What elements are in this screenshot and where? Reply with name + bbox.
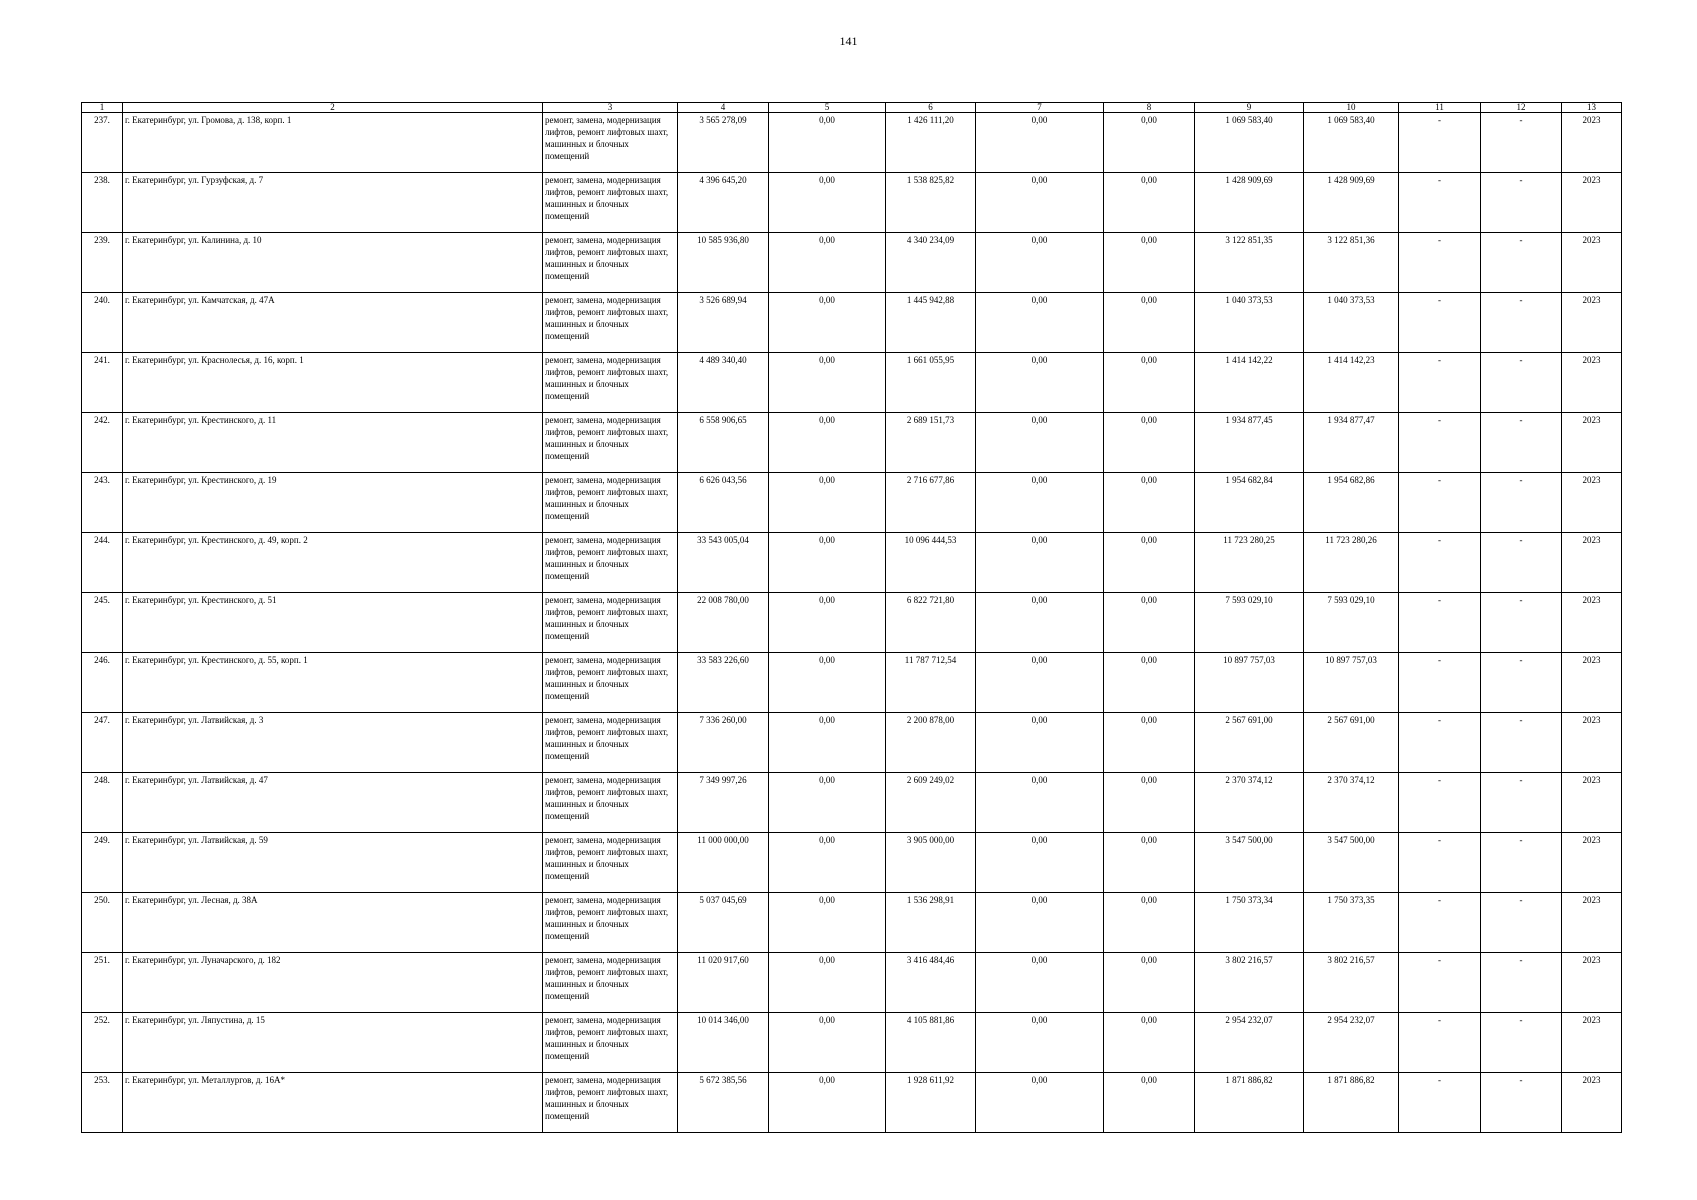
col-5-cell: 0,00 bbox=[769, 953, 886, 1013]
year-cell: 2023 bbox=[1562, 533, 1622, 593]
col-4-cell: 10 014 346,00 bbox=[678, 1013, 769, 1073]
address-cell: г. Екатеринбург, ул. Латвийская, д. 59 bbox=[123, 833, 543, 893]
col-6-cell: 10 096 444,53 bbox=[886, 533, 976, 593]
col-7-cell: 0,00 bbox=[976, 713, 1104, 773]
col-7-cell: 0,00 bbox=[976, 593, 1104, 653]
header-cell: 10 bbox=[1304, 103, 1399, 113]
row-number: 240. bbox=[82, 293, 123, 353]
col-10-cell: 3 547 500,00 bbox=[1304, 833, 1399, 893]
row-number: 242. bbox=[82, 413, 123, 473]
col-5-cell: 0,00 bbox=[769, 353, 886, 413]
col-11-cell: - bbox=[1399, 833, 1481, 893]
col-9-cell: 1 414 142,22 bbox=[1195, 353, 1304, 413]
header-cell: 7 bbox=[976, 103, 1104, 113]
col-9-cell: 3 802 216,57 bbox=[1195, 953, 1304, 1013]
col-7-cell: 0,00 bbox=[976, 1073, 1104, 1133]
col-11-cell: - bbox=[1399, 653, 1481, 713]
col-5-cell: 0,00 bbox=[769, 773, 886, 833]
col-9-cell: 1 934 877,45 bbox=[1195, 413, 1304, 473]
col-5-cell: 0,00 bbox=[769, 233, 886, 293]
work-type-cell: ремонт, замена, модернизация лифтов, ремонт лифтовых шахт, машинных и блочных помещений bbox=[543, 173, 678, 233]
address-cell: г. Екатеринбург, ул. Гурзуфская, д. 7 bbox=[123, 173, 543, 233]
col-8-cell: 0,00 bbox=[1104, 113, 1195, 173]
col-11-cell: - bbox=[1399, 893, 1481, 953]
col-10-cell: 3 122 851,36 bbox=[1304, 233, 1399, 293]
col-4-cell: 5 672 385,56 bbox=[678, 1073, 769, 1133]
table-row bbox=[82, 473, 1622, 533]
col-6-cell: 6 822 721,80 bbox=[886, 593, 976, 653]
address-cell: г. Екатеринбург, ул. Крестинского, д. 49, корп. 2 bbox=[123, 533, 543, 593]
col-9-cell: 11 723 280,25 bbox=[1195, 533, 1304, 593]
works-table bbox=[81, 102, 1622, 1133]
col-8-cell: 0,00 bbox=[1104, 1073, 1195, 1133]
col-7-cell: 0,00 bbox=[976, 353, 1104, 413]
col-8-cell: 0,00 bbox=[1104, 233, 1195, 293]
header-cell: 3 bbox=[543, 103, 678, 113]
col-12-cell: - bbox=[1481, 413, 1562, 473]
col-10-cell: 1 871 886,82 bbox=[1304, 1073, 1399, 1133]
work-type-cell: ремонт, замена, модернизация лифтов, ремонт лифтовых шахт, машинных и блочных помещений bbox=[543, 413, 678, 473]
col-4-cell: 5 037 045,69 bbox=[678, 893, 769, 953]
table-row bbox=[82, 353, 1622, 413]
year-cell: 2023 bbox=[1562, 1013, 1622, 1073]
col-10-cell: 7 593 029,10 bbox=[1304, 593, 1399, 653]
col-5-cell: 0,00 bbox=[769, 833, 886, 893]
col-7-cell: 0,00 bbox=[976, 233, 1104, 293]
col-9-cell: 7 593 029,10 bbox=[1195, 593, 1304, 653]
col-12-cell: - bbox=[1481, 113, 1562, 173]
table-row bbox=[82, 293, 1622, 353]
table-row bbox=[82, 413, 1622, 473]
col-11-cell: - bbox=[1399, 773, 1481, 833]
year-cell: 2023 bbox=[1562, 713, 1622, 773]
col-4-cell: 3 565 278,09 bbox=[678, 113, 769, 173]
year-cell: 2023 bbox=[1562, 833, 1622, 893]
col-10-cell: 1 954 682,86 bbox=[1304, 473, 1399, 533]
work-type-cell: ремонт, замена, модернизация лифтов, ремонт лифтовых шахт, машинных и блочных помещений bbox=[543, 833, 678, 893]
col-10-cell: 2 370 374,12 bbox=[1304, 773, 1399, 833]
address-cell: г. Екатеринбург, ул. Крестинского, д. 19 bbox=[123, 473, 543, 533]
row-number: 251. bbox=[82, 953, 123, 1013]
col-10-cell: 1 414 142,23 bbox=[1304, 353, 1399, 413]
row-number: 249. bbox=[82, 833, 123, 893]
work-type-cell: ремонт, замена, модернизация лифтов, ремонт лифтовых шахт, машинных и блочных помещений bbox=[543, 773, 678, 833]
address-cell: г. Екатеринбург, ул. Крестинского, д. 55, корп. 1 bbox=[123, 653, 543, 713]
work-type-cell: ремонт, замена, модернизация лифтов, ремонт лифтовых шахт, машинных и блочных помещений bbox=[543, 653, 678, 713]
row-number: 238. bbox=[82, 173, 123, 233]
table-row bbox=[82, 173, 1622, 233]
row-number: 241. bbox=[82, 353, 123, 413]
col-12-cell: - bbox=[1481, 593, 1562, 653]
col-11-cell: - bbox=[1399, 173, 1481, 233]
col-11-cell: - bbox=[1399, 533, 1481, 593]
row-number: 239. bbox=[82, 233, 123, 293]
work-type-cell: ремонт, замена, модернизация лифтов, ремонт лифтовых шахт, машинных и блочных помещений bbox=[543, 353, 678, 413]
col-11-cell: - bbox=[1399, 713, 1481, 773]
table-row bbox=[82, 653, 1622, 713]
header-cell: 12 bbox=[1481, 103, 1562, 113]
address-cell: г. Екатеринбург, ул. Краснолесья, д. 16, корп. 1 bbox=[123, 353, 543, 413]
year-cell: 2023 bbox=[1562, 413, 1622, 473]
row-number: 247. bbox=[82, 713, 123, 773]
table-row bbox=[82, 713, 1622, 773]
col-12-cell: - bbox=[1481, 653, 1562, 713]
row-number: 243. bbox=[82, 473, 123, 533]
col-6-cell: 1 426 111,20 bbox=[886, 113, 976, 173]
col-6-cell: 1 661 055,95 bbox=[886, 353, 976, 413]
col-4-cell: 33 543 005,04 bbox=[678, 533, 769, 593]
col-9-cell: 3 122 851,35 bbox=[1195, 233, 1304, 293]
col-11-cell: - bbox=[1399, 413, 1481, 473]
col-8-cell: 0,00 bbox=[1104, 893, 1195, 953]
col-5-cell: 0,00 bbox=[769, 293, 886, 353]
col-7-cell: 0,00 bbox=[976, 1013, 1104, 1073]
col-5-cell: 0,00 bbox=[769, 1013, 886, 1073]
work-type-cell: ремонт, замена, модернизация лифтов, ремонт лифтовых шахт, машинных и блочных помещений bbox=[543, 533, 678, 593]
col-12-cell: - bbox=[1481, 173, 1562, 233]
year-cell: 2023 bbox=[1562, 233, 1622, 293]
col-6-cell: 2 689 151,73 bbox=[886, 413, 976, 473]
table-row bbox=[82, 1073, 1622, 1133]
col-8-cell: 0,00 bbox=[1104, 353, 1195, 413]
year-cell: 2023 bbox=[1562, 293, 1622, 353]
year-cell: 2023 bbox=[1562, 773, 1622, 833]
work-type-cell: ремонт, замена, модернизация лифтов, ремонт лифтовых шахт, машинных и блочных помещений bbox=[543, 953, 678, 1013]
col-4-cell: 6 626 043,56 bbox=[678, 473, 769, 533]
col-7-cell: 0,00 bbox=[976, 773, 1104, 833]
col-8-cell: 0,00 bbox=[1104, 413, 1195, 473]
col-12-cell: - bbox=[1481, 953, 1562, 1013]
year-cell: 2023 bbox=[1562, 473, 1622, 533]
header-cell: 8 bbox=[1104, 103, 1195, 113]
header-cell: 5 bbox=[769, 103, 886, 113]
row-number: 248. bbox=[82, 773, 123, 833]
col-4-cell: 4 489 340,40 bbox=[678, 353, 769, 413]
col-11-cell: - bbox=[1399, 473, 1481, 533]
year-cell: 2023 bbox=[1562, 173, 1622, 233]
col-7-cell: 0,00 bbox=[976, 533, 1104, 593]
col-5-cell: 0,00 bbox=[769, 713, 886, 773]
header-cell: 6 bbox=[886, 103, 976, 113]
col-10-cell: 1 934 877,47 bbox=[1304, 413, 1399, 473]
row-number: 244. bbox=[82, 533, 123, 593]
col-4-cell: 7 336 260,00 bbox=[678, 713, 769, 773]
address-cell: г. Екатеринбург, ул. Крестинского, д. 51 bbox=[123, 593, 543, 653]
work-type-cell: ремонт, замена, модернизация лифтов, ремонт лифтовых шахт, машинных и блочных помещений bbox=[543, 1073, 678, 1133]
address-cell: г. Екатеринбург, ул. Луначарского, д. 182 bbox=[123, 953, 543, 1013]
table-row bbox=[82, 233, 1622, 293]
col-12-cell: - bbox=[1481, 473, 1562, 533]
col-8-cell: 0,00 bbox=[1104, 293, 1195, 353]
work-type-cell: ремонт, замена, модернизация лифтов, ремонт лифтовых шахт, машинных и блочных помещений bbox=[543, 713, 678, 773]
col-10-cell: 11 723 280,26 bbox=[1304, 533, 1399, 593]
col-4-cell: 22 008 780,00 bbox=[678, 593, 769, 653]
col-7-cell: 0,00 bbox=[976, 653, 1104, 713]
col-6-cell: 11 787 712,54 bbox=[886, 653, 976, 713]
header-cell: 1 bbox=[82, 103, 123, 113]
col-7-cell: 0,00 bbox=[976, 833, 1104, 893]
col-4-cell: 4 396 645,20 bbox=[678, 173, 769, 233]
col-7-cell: 0,00 bbox=[976, 953, 1104, 1013]
table-row bbox=[82, 533, 1622, 593]
row-number: 246. bbox=[82, 653, 123, 713]
col-9-cell: 1 871 886,82 bbox=[1195, 1073, 1304, 1133]
col-6-cell: 4 105 881,86 bbox=[886, 1013, 976, 1073]
col-11-cell: - bbox=[1399, 293, 1481, 353]
col-12-cell: - bbox=[1481, 833, 1562, 893]
col-9-cell: 1 750 373,34 bbox=[1195, 893, 1304, 953]
table-row bbox=[82, 833, 1622, 893]
col-6-cell: 1 928 611,92 bbox=[886, 1073, 976, 1133]
header-cell: 2 bbox=[123, 103, 543, 113]
work-type-cell: ремонт, замена, модернизация лифтов, ремонт лифтовых шахт, машинных и блочных помещений bbox=[543, 113, 678, 173]
work-type-cell: ремонт, замена, модернизация лифтов, ремонт лифтовых шахт, машинных и блочных помещений bbox=[543, 893, 678, 953]
col-4-cell: 3 526 689,94 bbox=[678, 293, 769, 353]
col-10-cell: 1 750 373,35 bbox=[1304, 893, 1399, 953]
col-12-cell: - bbox=[1481, 233, 1562, 293]
col-10-cell: 1 428 909,69 bbox=[1304, 173, 1399, 233]
address-cell: г. Екатеринбург, ул. Калинина, д. 10 bbox=[123, 233, 543, 293]
col-9-cell: 2 567 691,00 bbox=[1195, 713, 1304, 773]
col-10-cell: 1 040 373,53 bbox=[1304, 293, 1399, 353]
col-4-cell: 6 558 906,65 bbox=[678, 413, 769, 473]
row-number: 245. bbox=[82, 593, 123, 653]
col-8-cell: 0,00 bbox=[1104, 593, 1195, 653]
col-7-cell: 0,00 bbox=[976, 173, 1104, 233]
table-row bbox=[82, 593, 1622, 653]
col-10-cell: 1 069 583,40 bbox=[1304, 113, 1399, 173]
col-11-cell: - bbox=[1399, 113, 1481, 173]
address-cell: г. Екатеринбург, ул. Латвийская, д. 47 bbox=[123, 773, 543, 833]
col-6-cell: 2 200 878,00 bbox=[886, 713, 976, 773]
address-cell: г. Екатеринбург, ул. Латвийская, д. 3 bbox=[123, 713, 543, 773]
col-9-cell: 2 370 374,12 bbox=[1195, 773, 1304, 833]
col-8-cell: 0,00 bbox=[1104, 533, 1195, 593]
work-type-cell: ремонт, замена, модернизация лифтов, ремонт лифтовых шахт, машинных и блочных помещений bbox=[543, 593, 678, 653]
col-6-cell: 4 340 234,09 bbox=[886, 233, 976, 293]
col-5-cell: 0,00 bbox=[769, 173, 886, 233]
col-11-cell: - bbox=[1399, 1013, 1481, 1073]
header-cell: 4 bbox=[678, 103, 769, 113]
col-8-cell: 0,00 bbox=[1104, 713, 1195, 773]
col-11-cell: - bbox=[1399, 953, 1481, 1013]
year-cell: 2023 bbox=[1562, 953, 1622, 1013]
table-row bbox=[82, 893, 1622, 953]
col-9-cell: 3 547 500,00 bbox=[1195, 833, 1304, 893]
row-number: 252. bbox=[82, 1013, 123, 1073]
col-8-cell: 0,00 bbox=[1104, 833, 1195, 893]
col-7-cell: 0,00 bbox=[976, 893, 1104, 953]
year-cell: 2023 bbox=[1562, 653, 1622, 713]
year-cell: 2023 bbox=[1562, 1073, 1622, 1133]
table-row bbox=[82, 1013, 1622, 1073]
col-9-cell: 1 069 583,40 bbox=[1195, 113, 1304, 173]
table-row bbox=[82, 113, 1622, 173]
col-6-cell: 3 416 484,46 bbox=[886, 953, 976, 1013]
col-8-cell: 0,00 bbox=[1104, 1013, 1195, 1073]
col-9-cell: 10 897 757,03 bbox=[1195, 653, 1304, 713]
work-type-cell: ремонт, замена, модернизация лифтов, ремонт лифтовых шахт, машинных и блочных помещений bbox=[543, 293, 678, 353]
header-row bbox=[82, 103, 1622, 113]
col-4-cell: 7 349 997,26 bbox=[678, 773, 769, 833]
year-cell: 2023 bbox=[1562, 593, 1622, 653]
year-cell: 2023 bbox=[1562, 893, 1622, 953]
col-5-cell: 0,00 bbox=[769, 893, 886, 953]
col-12-cell: - bbox=[1481, 1013, 1562, 1073]
header-cell: 11 bbox=[1399, 103, 1481, 113]
address-cell: г. Екатеринбург, ул. Громова, д. 138, корп. 1 bbox=[123, 113, 543, 173]
col-7-cell: 0,00 bbox=[976, 293, 1104, 353]
page-number: 141 bbox=[839, 34, 858, 48]
col-8-cell: 0,00 bbox=[1104, 473, 1195, 533]
col-9-cell: 1 040 373,53 bbox=[1195, 293, 1304, 353]
col-4-cell: 10 585 936,80 bbox=[678, 233, 769, 293]
row-number: 250. bbox=[82, 893, 123, 953]
address-cell: г. Екатеринбург, ул. Металлургов, д. 16А* bbox=[123, 1073, 543, 1133]
col-12-cell: - bbox=[1481, 1073, 1562, 1133]
col-9-cell: 2 954 232,07 bbox=[1195, 1013, 1304, 1073]
col-11-cell: - bbox=[1399, 1073, 1481, 1133]
col-9-cell: 1 954 682,84 bbox=[1195, 473, 1304, 533]
col-6-cell: 2 716 677,86 bbox=[886, 473, 976, 533]
work-type-cell: ремонт, замена, модернизация лифтов, ремонт лифтовых шахт, машинных и блочных помещений bbox=[543, 233, 678, 293]
col-5-cell: 0,00 bbox=[769, 533, 886, 593]
col-12-cell: - bbox=[1481, 293, 1562, 353]
col-9-cell: 1 428 909,69 bbox=[1195, 173, 1304, 233]
header-cell: 13 bbox=[1562, 103, 1622, 113]
col-10-cell: 2 954 232,07 bbox=[1304, 1013, 1399, 1073]
work-type-cell: ремонт, замена, модернизация лифтов, ремонт лифтовых шахт, машинных и блочных помещений bbox=[543, 473, 678, 533]
col-5-cell: 0,00 bbox=[769, 1073, 886, 1133]
col-6-cell: 1 538 825,82 bbox=[886, 173, 976, 233]
col-12-cell: - bbox=[1481, 533, 1562, 593]
col-11-cell: - bbox=[1399, 233, 1481, 293]
col-4-cell: 33 583 226,60 bbox=[678, 653, 769, 713]
row-number: 237. bbox=[82, 113, 123, 173]
col-7-cell: 0,00 bbox=[976, 473, 1104, 533]
header-cell: 9 bbox=[1195, 103, 1304, 113]
col-5-cell: 0,00 bbox=[769, 593, 886, 653]
col-6-cell: 1 445 942,88 bbox=[886, 293, 976, 353]
col-5-cell: 0,00 bbox=[769, 413, 886, 473]
year-cell: 2023 bbox=[1562, 113, 1622, 173]
address-cell: г. Екатеринбург, ул. Ляпустина, д. 15 bbox=[123, 1013, 543, 1073]
address-cell: г. Екатеринбург, ул. Крестинского, д. 11 bbox=[123, 413, 543, 473]
col-10-cell: 3 802 216,57 bbox=[1304, 953, 1399, 1013]
col-10-cell: 2 567 691,00 bbox=[1304, 713, 1399, 773]
table-row bbox=[82, 953, 1622, 1013]
col-12-cell: - bbox=[1481, 713, 1562, 773]
col-4-cell: 11 000 000,00 bbox=[678, 833, 769, 893]
col-12-cell: - bbox=[1481, 353, 1562, 413]
col-8-cell: 0,00 bbox=[1104, 653, 1195, 713]
work-type-cell: ремонт, замена, модернизация лифтов, ремонт лифтовых шахт, машинных и блочных помещений bbox=[543, 1013, 678, 1073]
col-6-cell: 1 536 298,91 bbox=[886, 893, 976, 953]
col-10-cell: 10 897 757,03 bbox=[1304, 653, 1399, 713]
col-5-cell: 0,00 bbox=[769, 473, 886, 533]
col-8-cell: 0,00 bbox=[1104, 173, 1195, 233]
col-6-cell: 2 609 249,02 bbox=[886, 773, 976, 833]
address-cell: г. Екатеринбург, ул. Лесная, д. 38А bbox=[123, 893, 543, 953]
col-5-cell: 0,00 bbox=[769, 113, 886, 173]
col-11-cell: - bbox=[1399, 353, 1481, 413]
col-7-cell: 0,00 bbox=[976, 413, 1104, 473]
col-11-cell: - bbox=[1399, 593, 1481, 653]
table-row bbox=[82, 773, 1622, 833]
col-6-cell: 3 905 000,00 bbox=[886, 833, 976, 893]
address-cell: г. Екатеринбург, ул. Камчатская, д. 47А bbox=[123, 293, 543, 353]
col-4-cell: 11 020 917,60 bbox=[678, 953, 769, 1013]
col-8-cell: 0,00 bbox=[1104, 953, 1195, 1013]
row-number: 253. bbox=[82, 1073, 123, 1133]
col-12-cell: - bbox=[1481, 893, 1562, 953]
col-12-cell: - bbox=[1481, 773, 1562, 833]
col-5-cell: 0,00 bbox=[769, 653, 886, 713]
col-7-cell: 0,00 bbox=[976, 113, 1104, 173]
year-cell: 2023 bbox=[1562, 353, 1622, 413]
col-8-cell: 0,00 bbox=[1104, 773, 1195, 833]
